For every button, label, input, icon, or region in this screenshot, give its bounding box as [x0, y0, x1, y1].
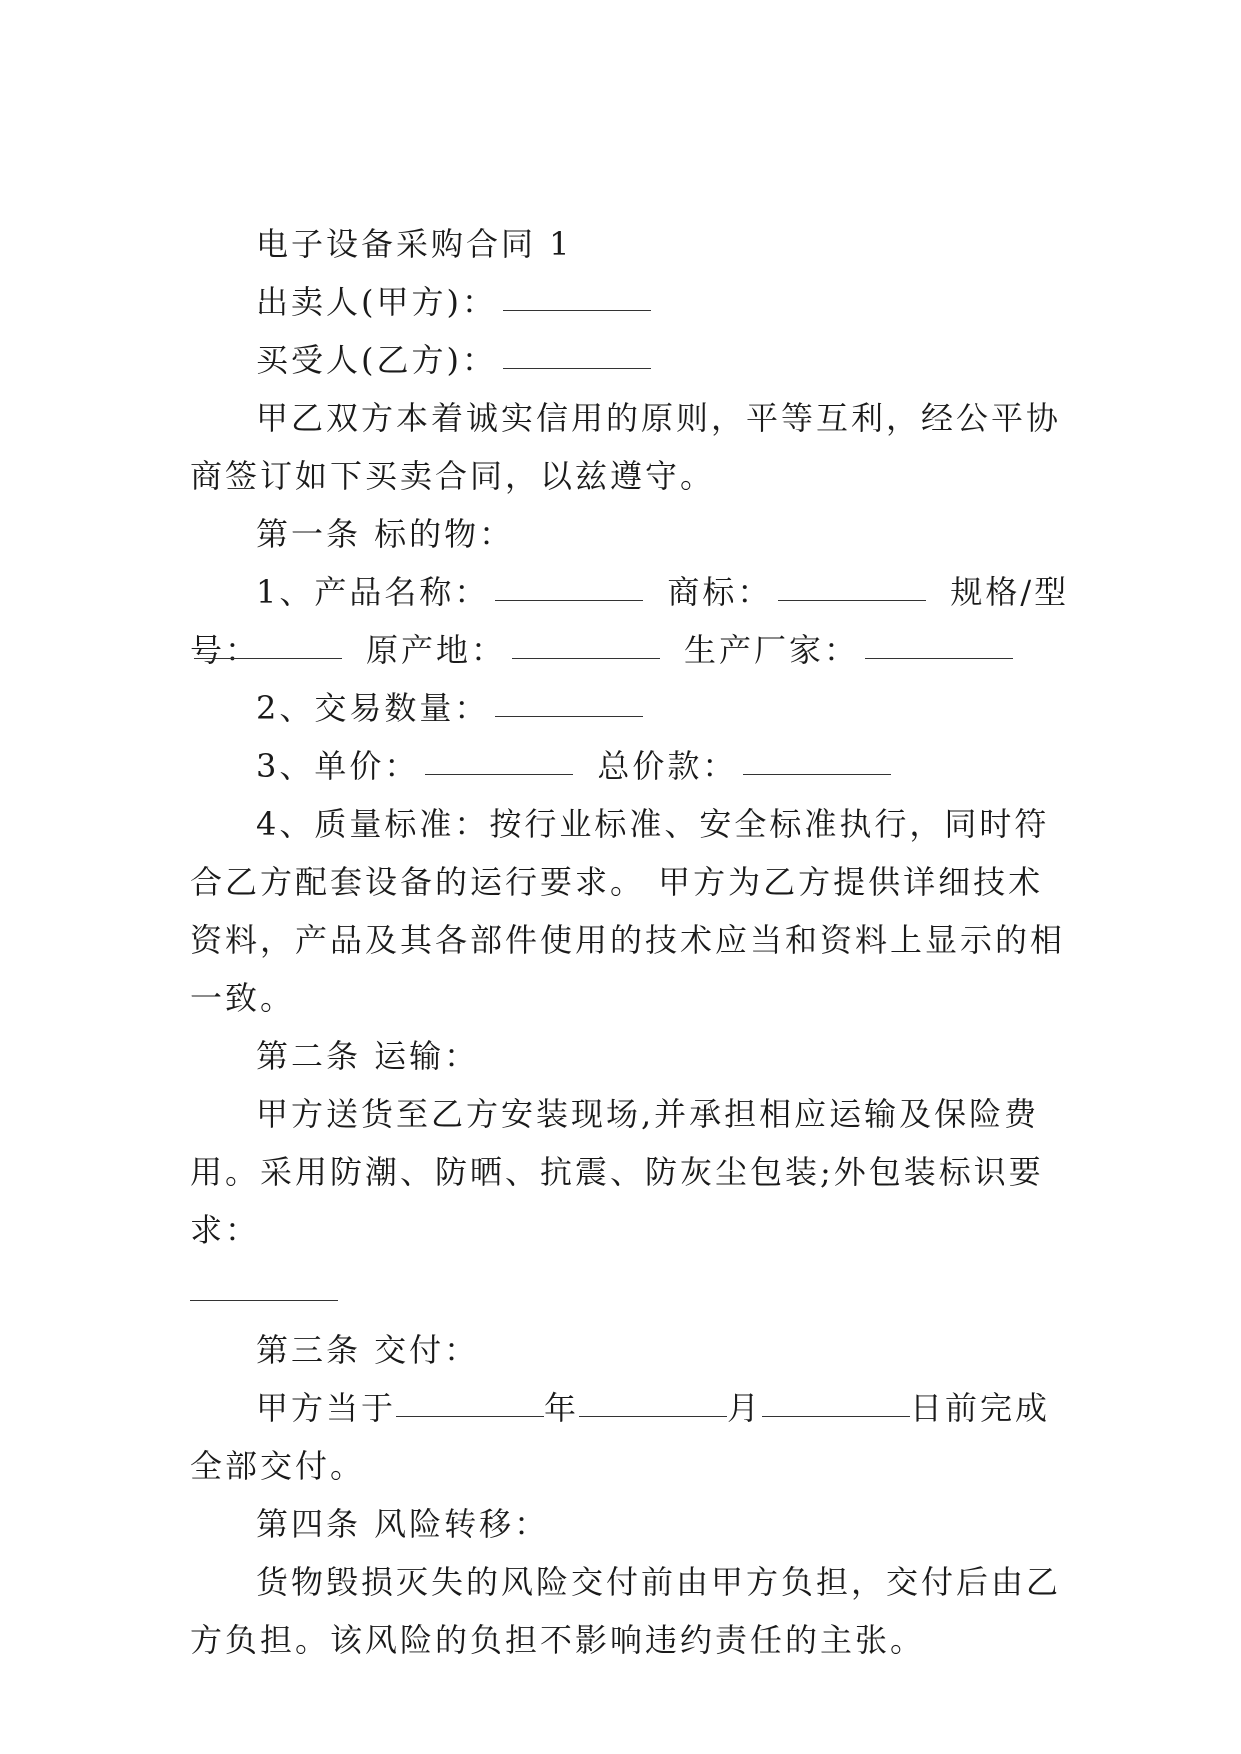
article1-item2 [190, 679, 1070, 737]
article2-body [190, 1085, 1070, 1259]
year-label: 年 [544, 1389, 580, 1427]
buyer-blank [503, 367, 651, 369]
delivery-end: 日前完成全部交付。 [190, 1389, 1051, 1485]
transport-text: 甲方送货至乙方安装现场,并承担相应运输及保险费用。采用防潮、防晒、抗震、防灰尘包装;外包装标识要求： [190, 1095, 1044, 1249]
article3-body [190, 1379, 1070, 1495]
article1-heading: 第一条 标的物： [256, 515, 515, 553]
product-name-label: 1、产品名称： [256, 573, 490, 611]
article2-heading: 第二条 运输： [256, 1037, 480, 1075]
product-name-blank [495, 599, 643, 601]
package-mark-blank [190, 1299, 338, 1301]
total-price-label: 总价款： [597, 747, 738, 785]
origin-blank [512, 657, 660, 659]
day-blank [762, 1415, 910, 1417]
maker-label: 生产厂家： [684, 631, 860, 669]
month-blank [579, 1415, 727, 1417]
package-mark-line [190, 1263, 1070, 1321]
article4-heading: 第四条 风险转移： [256, 1505, 550, 1543]
month-label: 月 [727, 1389, 763, 1427]
buyer-label: 买受人(乙方)： [256, 341, 497, 379]
origin-label: 原产地： [366, 631, 507, 669]
delivery-start: 甲方当于 [256, 1389, 397, 1427]
article1-item1 [190, 563, 1070, 679]
article4-body: 货物毁损灭失的风险交付前由甲方负担，交付后由乙方负担。该风险的负担不影响违约责任的主张。 [190, 1563, 1062, 1659]
year-blank [396, 1415, 544, 1417]
article3-heading: 第三条 交付： [256, 1331, 480, 1369]
seller-label: 出卖人(甲方)： [256, 283, 497, 321]
model-blank [194, 657, 342, 659]
maker-blank [865, 657, 1013, 659]
seller-line [190, 273, 1070, 331]
brand-label: 商标： [667, 573, 773, 611]
seller-blank [503, 309, 651, 311]
intro-paragraph: 甲乙双方本着诚实信用的原则，平等互利，经公平协商签订如下买卖合同，以兹遵守。 [190, 399, 1062, 495]
unit-price-blank [425, 773, 573, 775]
contract-title: 电子设备采购合同 1 [256, 225, 573, 263]
article1-item4: 4、质量标准：按行业标准、安全标准执行，同时符合乙方配套设备的运行要求。 甲方为乙方提供详细技术资料，产品及其各部件使用的技术应当和资料上显示的相一致。 [190, 805, 1066, 1017]
article1-item3 [190, 737, 1070, 795]
quantity-label: 2、交易数量： [256, 689, 490, 727]
buyer-line [190, 331, 1070, 389]
model-label: 规格/型号： [190, 573, 1070, 669]
quantity-blank [495, 715, 643, 717]
contract-body [190, 215, 1070, 1669]
total-price-blank [743, 773, 891, 775]
unit-price-label: 3、单价： [256, 747, 420, 785]
brand-blank [778, 599, 926, 601]
